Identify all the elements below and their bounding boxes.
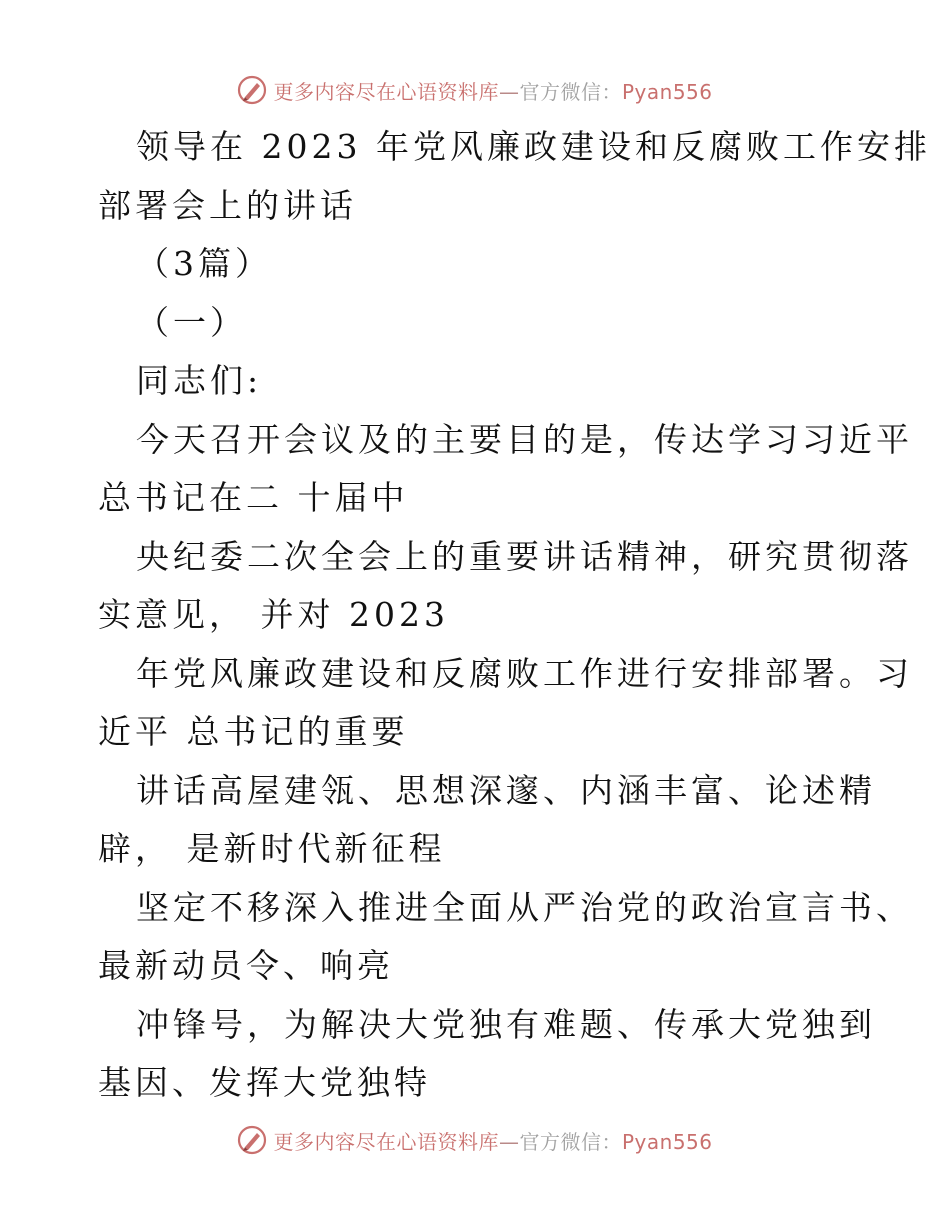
text-line: 总书记在二 十届中 xyxy=(98,478,409,517)
watermark-label: 官方微信： xyxy=(519,79,622,104)
text-line: 央纪委二次全会上的重要讲话精神，研究贯彻落 xyxy=(136,536,913,576)
text-line: 基因、发挥大党独特 xyxy=(98,1063,431,1102)
watermark-id: Pyan556 xyxy=(621,79,713,104)
watermark-label: 官方微信： xyxy=(519,1129,622,1154)
text-line: 领导在 2023 年党风廉政建设和反腐败工作安排 xyxy=(136,127,931,166)
text-line: 近平 总书记的重要 xyxy=(98,712,409,751)
watermark-text xyxy=(273,76,712,105)
pen-logo-icon xyxy=(237,75,267,105)
text-line: 讲话高屋建瓴、思想深邃、内涵丰富、论述精 xyxy=(136,770,876,810)
text-line: 冲锋号，为解决大党独有难题、传承大党独到 xyxy=(136,1004,876,1044)
watermark-dash: — xyxy=(498,79,520,104)
text-line: （一） xyxy=(136,302,247,342)
text-line: 辟， 是新时代新征程 xyxy=(98,829,446,868)
pen-logo-icon xyxy=(237,1125,267,1155)
watermark-main: 更多内容尽在心语资料库 xyxy=(273,79,499,104)
text-line: 年党风廉政建设和反腐败工作进行安排部署。习 xyxy=(136,653,913,693)
watermark-main: 更多内容尽在心语资料库 xyxy=(273,1129,499,1154)
watermark-dash: — xyxy=(498,1129,520,1154)
text-line: 最新动员令、响亮 xyxy=(98,946,394,985)
watermark-footer xyxy=(0,1120,950,1160)
text-line: 部署会上的讲话 xyxy=(98,185,357,225)
watermark-id: Pyan556 xyxy=(621,1129,713,1154)
watermark-header xyxy=(0,70,950,110)
watermark-text xyxy=(273,1126,712,1155)
text-line: 实意见， 并对 2023 xyxy=(98,595,449,634)
text-line: （3篇） xyxy=(136,244,272,283)
document-body xyxy=(98,118,931,1113)
text-line: 今天召开会议及的主要目的是，传达学习习近平 xyxy=(136,419,913,459)
text-line: 坚定不移深入推进全面从严治党的政治宣言书、 xyxy=(136,887,913,927)
text-line: 同志们: xyxy=(136,361,263,400)
